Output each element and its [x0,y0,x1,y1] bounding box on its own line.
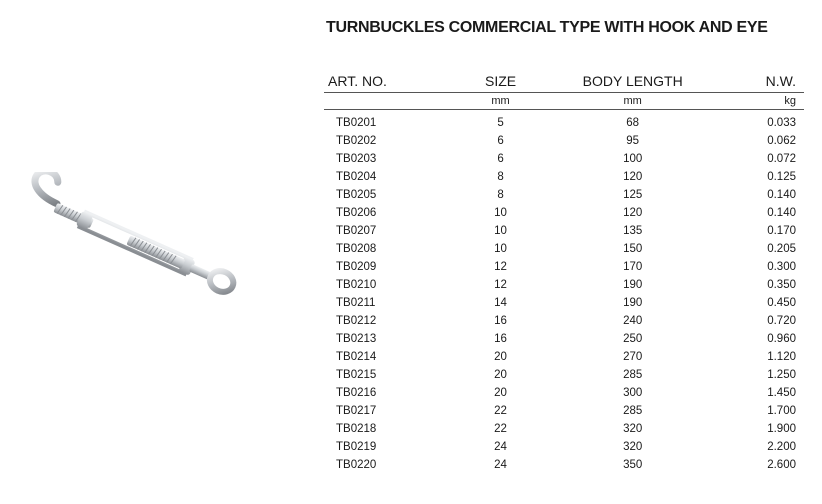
cell-body-length: 135 [623,225,643,237]
cell-art-no: TB0203 [336,153,377,165]
cell-art-no: TB0210 [336,279,377,291]
units-row [324,93,804,110]
cell-art-no: TB0219 [336,441,377,453]
cell-art-no: TB0215 [336,369,377,381]
table-row [324,186,804,204]
unit-art-no [324,93,451,110]
table-row [324,150,804,168]
cell-net-weight: 0.205 [767,243,796,255]
cell-net-weight: 0.140 [767,189,796,201]
cell-size: 14 [494,297,507,309]
cell-size: 24 [494,459,507,471]
cell-body-length: 150 [623,243,643,255]
cell-art-no: TB0202 [336,135,377,147]
table-row [324,110,804,133]
cell-net-weight: 0.720 [767,315,796,327]
cell-body-length: 190 [623,279,643,291]
cell-body-length: 170 [623,261,643,273]
column-header-body-length: BODY LENGTH [582,73,683,89]
cell-net-weight: 0.033 [767,117,796,129]
cell-net-weight: 1.700 [767,405,796,417]
cell-net-weight: 0.350 [767,279,796,291]
cell-body-length: 190 [623,297,643,309]
cell-art-no: TB0220 [336,459,377,471]
table-row [324,222,804,240]
cell-body-length: 320 [623,423,643,435]
cell-body-length: 285 [623,405,643,417]
column-header-net-weight: N.W. [765,73,796,89]
specification-table [324,70,804,474]
cell-net-weight: 0.062 [767,135,796,147]
cell-net-weight: 0.140 [767,207,796,219]
cell-body-length: 240 [623,315,643,327]
table-row [324,204,804,222]
cell-body-length: 120 [623,207,643,219]
cell-body-length: 300 [623,387,643,399]
cell-art-no: TB0204 [336,171,377,183]
cell-size: 20 [494,387,507,399]
cell-body-length: 125 [623,189,643,201]
table-row [324,312,804,330]
cell-size: 10 [494,225,507,237]
turnbuckle-product-image [8,172,258,312]
cell-art-no: TB0208 [336,243,377,255]
cell-art-no: TB0207 [336,225,377,237]
cell-size: 12 [494,279,507,291]
unit-net-weight: kg [715,93,804,110]
page-title: TURNBUCKLES COMMERCIAL TYPE WITH HOOK AND EYE [326,19,768,36]
cell-net-weight: 0.300 [767,261,796,273]
cell-body-length: 68 [626,117,640,129]
cell-net-weight: 1.900 [767,423,796,435]
cell-net-weight: 1.450 [767,387,796,399]
cell-size: 10 [494,207,507,219]
cell-body-length: 100 [623,153,643,165]
cell-size: 16 [494,333,507,345]
cell-net-weight: 0.125 [767,171,796,183]
cell-size: 6 [497,153,504,165]
column-header-art-no: ART. NO. [328,73,387,89]
cell-body-length: 320 [623,441,643,453]
cell-art-no: TB0206 [336,207,377,219]
cell-size: 20 [494,351,507,363]
cell-size: 16 [494,315,507,327]
cell-art-no: TB0201 [336,117,377,129]
cell-size: 6 [497,135,504,147]
cell-body-length: 250 [623,333,643,345]
cell-size: 22 [494,405,507,417]
cell-net-weight: 0.960 [767,333,796,345]
cell-body-length: 95 [626,135,640,147]
unit-body-length: mm [550,93,715,110]
cell-size: 8 [497,189,504,201]
table-row [324,168,804,186]
table-row [324,438,804,456]
column-header-size: SIZE [485,73,517,89]
cell-art-no: TB0213 [336,333,377,345]
cell-size: 8 [497,171,504,183]
table-row [324,258,804,276]
cell-size: 20 [494,369,507,381]
cell-art-no: TB0205 [336,189,377,201]
cell-art-no: TB0209 [336,261,377,273]
table-row [324,132,804,150]
cell-body-length: 285 [623,369,643,381]
cell-net-weight: 0.450 [767,297,796,309]
cell-size: 5 [497,117,504,129]
turnbuckle-hook-eye-icon [8,172,258,312]
cell-net-weight: 2.600 [767,459,796,471]
cell-art-no: TB0217 [336,405,377,417]
table-row [324,294,804,312]
table-row [324,330,804,348]
cell-body-length: 120 [623,171,643,183]
table-row [324,240,804,258]
table-row [324,348,804,366]
unit-size: mm [451,93,550,110]
table-row [324,366,804,384]
table-row [324,456,804,474]
cell-size: 24 [494,441,507,453]
cell-art-no: TB0218 [336,423,377,435]
cell-body-length: 270 [623,351,643,363]
cell-size: 22 [494,423,507,435]
table-row [324,402,804,420]
table-row [324,384,804,402]
cell-body-length: 350 [623,459,643,471]
cell-net-weight: 0.072 [767,153,796,165]
cell-net-weight: 1.120 [767,351,796,363]
table-row [324,276,804,294]
cell-net-weight: 0.170 [767,225,796,237]
table-body [324,110,804,475]
cell-art-no: TB0211 [336,297,376,309]
table-row [324,420,804,438]
cell-art-no: TB0212 [336,315,377,327]
cell-net-weight: 1.250 [767,369,796,381]
cell-net-weight: 2.200 [767,441,796,453]
cell-art-no: TB0214 [336,351,377,363]
cell-size: 10 [494,243,507,255]
cell-size: 12 [494,261,507,273]
cell-art-no: TB0216 [336,387,377,399]
table-header-row [324,70,804,93]
